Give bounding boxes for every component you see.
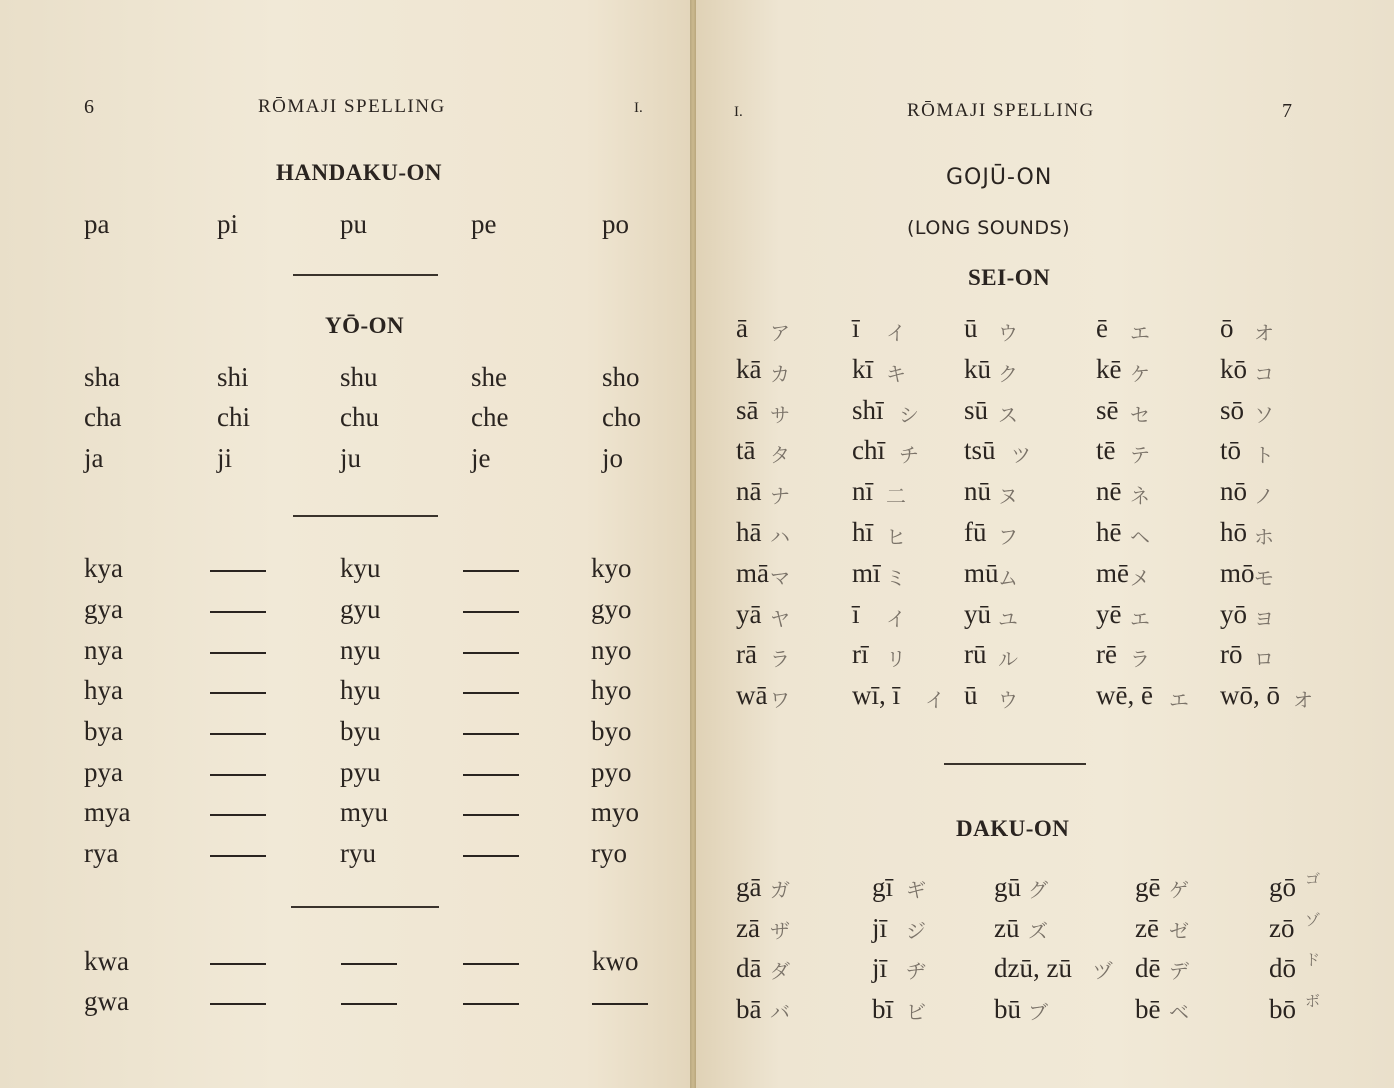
dash-placeholder: [210, 774, 266, 776]
table-cell: gwa: [84, 986, 129, 1016]
pencil-kana-annotation: ジ: [906, 918, 926, 943]
table-cell: shu: [340, 362, 378, 392]
pencil-kana-annotation: タ: [770, 443, 790, 468]
pencil-kana-annotation: テ: [1130, 443, 1150, 468]
pencil-kana-annotation: ビ: [906, 999, 926, 1024]
pencil-kana-annotation: セ: [1130, 402, 1150, 427]
pencil-kana-annotation: ミ: [886, 565, 906, 590]
pencil-kana-annotation: エ: [1130, 321, 1150, 345]
dash-placeholder: [210, 611, 266, 613]
table-cell: chu: [340, 402, 379, 432]
table-cell: chī: [852, 435, 885, 466]
table-cell: mē: [1096, 557, 1129, 588]
table-cell: po: [602, 209, 629, 239]
pencil-kana-annotation: ウ: [998, 321, 1018, 345]
table-cell: je: [471, 443, 491, 473]
pencil-kana-annotation: エ: [1169, 688, 1189, 713]
pencil-kana-annotation: ゾ: [1305, 910, 1321, 929]
table-cell: zō: [1269, 912, 1295, 943]
table-cell: ja: [84, 443, 104, 473]
table-cell: wī, ī: [852, 680, 901, 711]
dash-placeholder: [210, 1003, 266, 1005]
table-cell: gya: [84, 594, 123, 624]
pencil-kana-annotation: ハ: [770, 525, 790, 549]
pencil-kana-annotation: ク: [998, 361, 1018, 386]
yoon-heading: YŌ-ON: [325, 313, 405, 338]
table-cell: hyu: [340, 675, 381, 705]
pencil-kana-annotation: マ: [770, 565, 790, 590]
pencil-kana-annotation: ズ: [1028, 918, 1048, 943]
dash-placeholder: [210, 652, 266, 654]
table-cell: shi: [217, 362, 249, 392]
table-cell: gyo: [591, 594, 632, 624]
pencil-kana-annotation: ス: [998, 402, 1018, 427]
table-cell: sē: [1096, 394, 1119, 425]
pencil-kana-annotation: イ: [886, 321, 906, 345]
dash-placeholder: [463, 774, 519, 776]
table-cell: sā: [736, 394, 759, 425]
pencil-kana-annotation: ベ: [1169, 999, 1189, 1024]
table-cell: nō: [1220, 476, 1247, 507]
table-cell: ryu: [340, 838, 376, 868]
table-cell: gū: [994, 872, 1021, 902]
dash-placeholder: [341, 1003, 397, 1005]
seion-heading: SEI-ON: [968, 265, 1051, 290]
table-cell: sha: [84, 362, 120, 392]
pencil-kana-annotation: ト: [1254, 443, 1274, 468]
table-cell: mī: [852, 557, 881, 588]
table-cell: yū: [964, 598, 991, 629]
table-cell: kē: [1096, 353, 1122, 384]
dash-placeholder: [463, 814, 519, 816]
pencil-kana-annotation: ゴ: [1305, 870, 1321, 888]
pencil-kana-annotation: キ: [886, 361, 906, 386]
table-cell: mū: [964, 557, 999, 588]
table-cell: myu: [340, 797, 389, 827]
pencil-kana-annotation: シ: [899, 402, 919, 427]
table-cell: pe: [471, 209, 497, 239]
dash-placeholder: [210, 692, 266, 694]
table-cell: zē: [1135, 912, 1159, 943]
pencil-kana-annotation: ヤ: [770, 606, 790, 631]
pencil-kana-annotation: フ: [998, 525, 1018, 549]
table-cell: pi: [217, 209, 239, 239]
pencil-kana-annotation: ソ: [1254, 402, 1274, 427]
table-cell: mō: [1220, 557, 1255, 588]
pencil-kana-annotation: メ: [1130, 565, 1150, 590]
dash-placeholder: [463, 652, 519, 654]
table-cell: zā: [736, 912, 760, 943]
dash-placeholder: [463, 855, 519, 857]
table-cell: ū: [964, 313, 978, 343]
table-cell: nī: [852, 476, 874, 507]
pencil-kana-annotation: チ: [899, 443, 919, 468]
table-cell: jo: [602, 443, 624, 473]
table-cell: jī: [872, 912, 888, 943]
table-cell: rō: [1220, 639, 1243, 670]
pencil-kana-annotation: コ: [1254, 361, 1274, 386]
pencil-kana-annotation: ド: [1305, 951, 1321, 969]
pencil-kana-annotation: ウ: [998, 688, 1018, 713]
dash-placeholder: [463, 1003, 519, 1005]
table-cell: hā: [736, 517, 762, 547]
table-cell: ji: [217, 443, 233, 473]
table-cell: pyo: [591, 757, 632, 787]
table-cell: kō: [1220, 353, 1247, 384]
table-cell: ū: [964, 680, 978, 711]
table-cell: kwo: [592, 946, 639, 976]
pencil-kana-annotation: ナ: [770, 484, 790, 509]
table-cell: gī: [872, 872, 894, 902]
pencil-kana-annotation: デ: [1169, 959, 1189, 983]
table-cell: she: [471, 362, 507, 392]
table-cell: gā: [736, 872, 762, 902]
table-cell: bī: [872, 993, 894, 1024]
table-cell: cha: [84, 402, 122, 432]
pencil-kana-annotation: ワ: [770, 688, 790, 713]
table-cell: hyo: [591, 675, 632, 705]
pencil-kana-annotation: ボ: [1305, 991, 1321, 1010]
pencil-kana-annotation: ヨ: [1254, 606, 1274, 631]
pencil-kana-annotation: ラ: [1130, 647, 1150, 672]
long-sounds-subtitle: (LONG SOUNDS): [907, 217, 1070, 239]
table-cell: dē: [1135, 953, 1161, 983]
table-cell: nē: [1096, 476, 1122, 507]
pencil-kana-annotation: イ: [925, 688, 945, 713]
pencil-kana-annotation: ヌ: [998, 484, 1018, 509]
right-running-title: RŌMAJI SPELLING: [907, 100, 1095, 121]
table-cell: rē: [1096, 639, 1117, 670]
table-cell: hī: [852, 517, 874, 547]
handaku-heading: HANDAKU-ON: [276, 160, 442, 185]
table-cell: sho: [602, 362, 640, 392]
table-cell: nyu: [340, 635, 381, 665]
table-cell: gē: [1135, 872, 1161, 902]
table-cell: myo: [591, 797, 640, 827]
table-cell: ē: [1096, 313, 1108, 343]
pencil-kana-annotation: グ: [1028, 878, 1048, 902]
pencil-kana-annotation: ツ: [1011, 443, 1031, 468]
dash-placeholder: [592, 1003, 648, 1005]
dash-placeholder: [210, 733, 266, 735]
left-page-number: 6: [84, 96, 94, 118]
dash-placeholder: [210, 855, 266, 857]
pencil-kana-annotation: ユ: [998, 606, 1018, 631]
dakuon-heading: DAKU-ON: [956, 816, 1070, 841]
pencil-kana-annotation: ラ: [770, 647, 790, 672]
table-cell: yē: [1096, 598, 1122, 629]
table-cell: kī: [852, 353, 874, 384]
table-cell: sō: [1220, 394, 1245, 425]
table-cell: tsū: [964, 435, 996, 466]
right-chapter-mark: I.: [734, 104, 743, 120]
pencil-kana-annotation: ゲ: [1169, 878, 1189, 902]
left-running-title: RŌMAJI SPELLING: [258, 96, 446, 117]
pencil-kana-annotation: ザ: [770, 918, 790, 943]
table-cell: kwa: [84, 946, 129, 976]
pencil-kana-annotation: ヒ: [886, 525, 906, 549]
pencil-kana-annotation: ネ: [1130, 484, 1150, 509]
pencil-kana-annotation: バ: [770, 999, 790, 1024]
section-divider: [293, 274, 438, 276]
table-cell: rī: [852, 639, 869, 670]
table-cell: tō: [1220, 435, 1242, 466]
table-cell: shī: [852, 394, 884, 425]
pencil-kana-annotation: リ: [886, 647, 906, 672]
dash-placeholder: [463, 570, 519, 572]
section-divider: [944, 763, 1086, 765]
table-cell: dā: [736, 953, 762, 983]
pencil-kana-annotation: ム: [998, 565, 1018, 590]
table-cell: kyu: [340, 553, 381, 583]
pencil-kana-annotation: オ: [1254, 321, 1274, 345]
table-cell: zū: [994, 912, 1020, 943]
table-cell: nū: [964, 476, 991, 507]
table-cell: bē: [1135, 993, 1161, 1024]
right-page: [696, 0, 1394, 1088]
dash-placeholder: [341, 963, 397, 965]
table-cell: nyo: [591, 635, 632, 665]
pencil-kana-annotation: ダ: [770, 959, 790, 983]
pencil-kana-annotation: ア: [770, 321, 790, 345]
pencil-kana-annotation: ヘ: [1130, 525, 1150, 549]
table-cell: pya: [84, 757, 123, 787]
right-page-number: 7: [1282, 100, 1292, 122]
table-cell: dō: [1269, 953, 1296, 983]
table-cell: cho: [602, 402, 641, 432]
table-cell: byo: [591, 716, 632, 746]
left-page: [0, 0, 690, 1088]
section-divider: [291, 906, 439, 908]
dash-placeholder: [463, 963, 519, 965]
table-cell: tā: [736, 435, 756, 466]
dash-placeholder: [463, 733, 519, 735]
pencil-kana-annotation: ホ: [1254, 525, 1274, 549]
table-cell: fū: [964, 517, 987, 547]
table-cell: ā: [736, 313, 748, 343]
dash-placeholder: [210, 570, 266, 572]
table-cell: bō: [1269, 993, 1296, 1024]
table-cell: pu: [340, 209, 367, 239]
table-cell: hō: [1220, 517, 1247, 547]
table-cell: jī: [872, 953, 888, 983]
table-cell: sū: [964, 394, 989, 425]
table-cell: rā: [736, 639, 757, 670]
pencil-kana-annotation: ル: [998, 647, 1018, 672]
table-cell: pyu: [340, 757, 381, 787]
table-cell: ī: [852, 598, 860, 629]
pencil-kana-annotation: オ: [1293, 688, 1313, 713]
pencil-kana-annotation: ガ: [770, 878, 790, 902]
table-cell: yō: [1220, 598, 1247, 629]
table-cell: ī: [852, 313, 860, 343]
table-cell: gyu: [340, 594, 381, 624]
dash-placeholder: [210, 963, 266, 965]
pencil-kana-annotation: モ: [1254, 565, 1274, 590]
table-cell: yā: [736, 598, 762, 629]
pencil-kana-annotation: カ: [770, 361, 790, 386]
pencil-kana-annotation: ヅ: [1093, 959, 1113, 983]
table-cell: kya: [84, 553, 123, 583]
pencil-kana-annotation: ブ: [1028, 999, 1048, 1024]
table-cell: rya: [84, 838, 119, 868]
table-cell: nā: [736, 476, 762, 507]
pencil-kana-annotation: ゼ: [1169, 918, 1189, 943]
section-divider: [293, 515, 438, 517]
table-cell: tē: [1096, 435, 1116, 466]
table-cell: nya: [84, 635, 123, 665]
table-cell: chi: [217, 402, 250, 432]
dash-placeholder: [463, 692, 519, 694]
table-cell: kū: [964, 353, 991, 384]
table-cell: ō: [1220, 313, 1234, 343]
table-cell: kyo: [591, 553, 632, 583]
dash-placeholder: [463, 611, 519, 613]
table-cell: kā: [736, 353, 762, 384]
pencil-kana-annotation: 二: [886, 484, 906, 509]
table-cell: bā: [736, 993, 762, 1024]
table-cell: wē, ē: [1096, 680, 1153, 711]
pencil-kana-annotation: ノ: [1254, 484, 1274, 509]
table-cell: ryo: [591, 838, 627, 868]
table-cell: pa: [84, 209, 110, 239]
table-cell: ju: [340, 443, 362, 473]
pencil-kana-annotation: ロ: [1254, 647, 1274, 672]
table-cell: wō, ō: [1220, 680, 1280, 711]
gojuon-heading: GOJŪ-ON: [946, 165, 1053, 190]
pencil-kana-annotation: イ: [886, 606, 906, 631]
table-cell: bū: [994, 993, 1021, 1024]
pencil-kana-annotation: ヂ: [906, 959, 926, 983]
pencil-kana-annotation: エ: [1130, 606, 1150, 631]
table-cell: dzū, zū: [994, 953, 1072, 983]
table-cell: byu: [340, 716, 381, 746]
pencil-kana-annotation: サ: [770, 402, 790, 427]
dash-placeholder: [210, 814, 266, 816]
table-cell: hē: [1096, 517, 1122, 547]
table-cell: wā: [736, 680, 768, 711]
pencil-kana-annotation: ギ: [906, 878, 926, 902]
table-cell: hya: [84, 675, 123, 705]
left-chapter-mark: I.: [634, 100, 643, 116]
table-cell: mya: [84, 797, 131, 827]
table-cell: gō: [1269, 872, 1296, 902]
table-cell: mā: [736, 557, 769, 588]
table-cell: che: [471, 402, 509, 432]
table-cell: bya: [84, 716, 123, 746]
table-cell: rū: [964, 639, 987, 670]
pencil-kana-annotation: ケ: [1130, 361, 1150, 386]
